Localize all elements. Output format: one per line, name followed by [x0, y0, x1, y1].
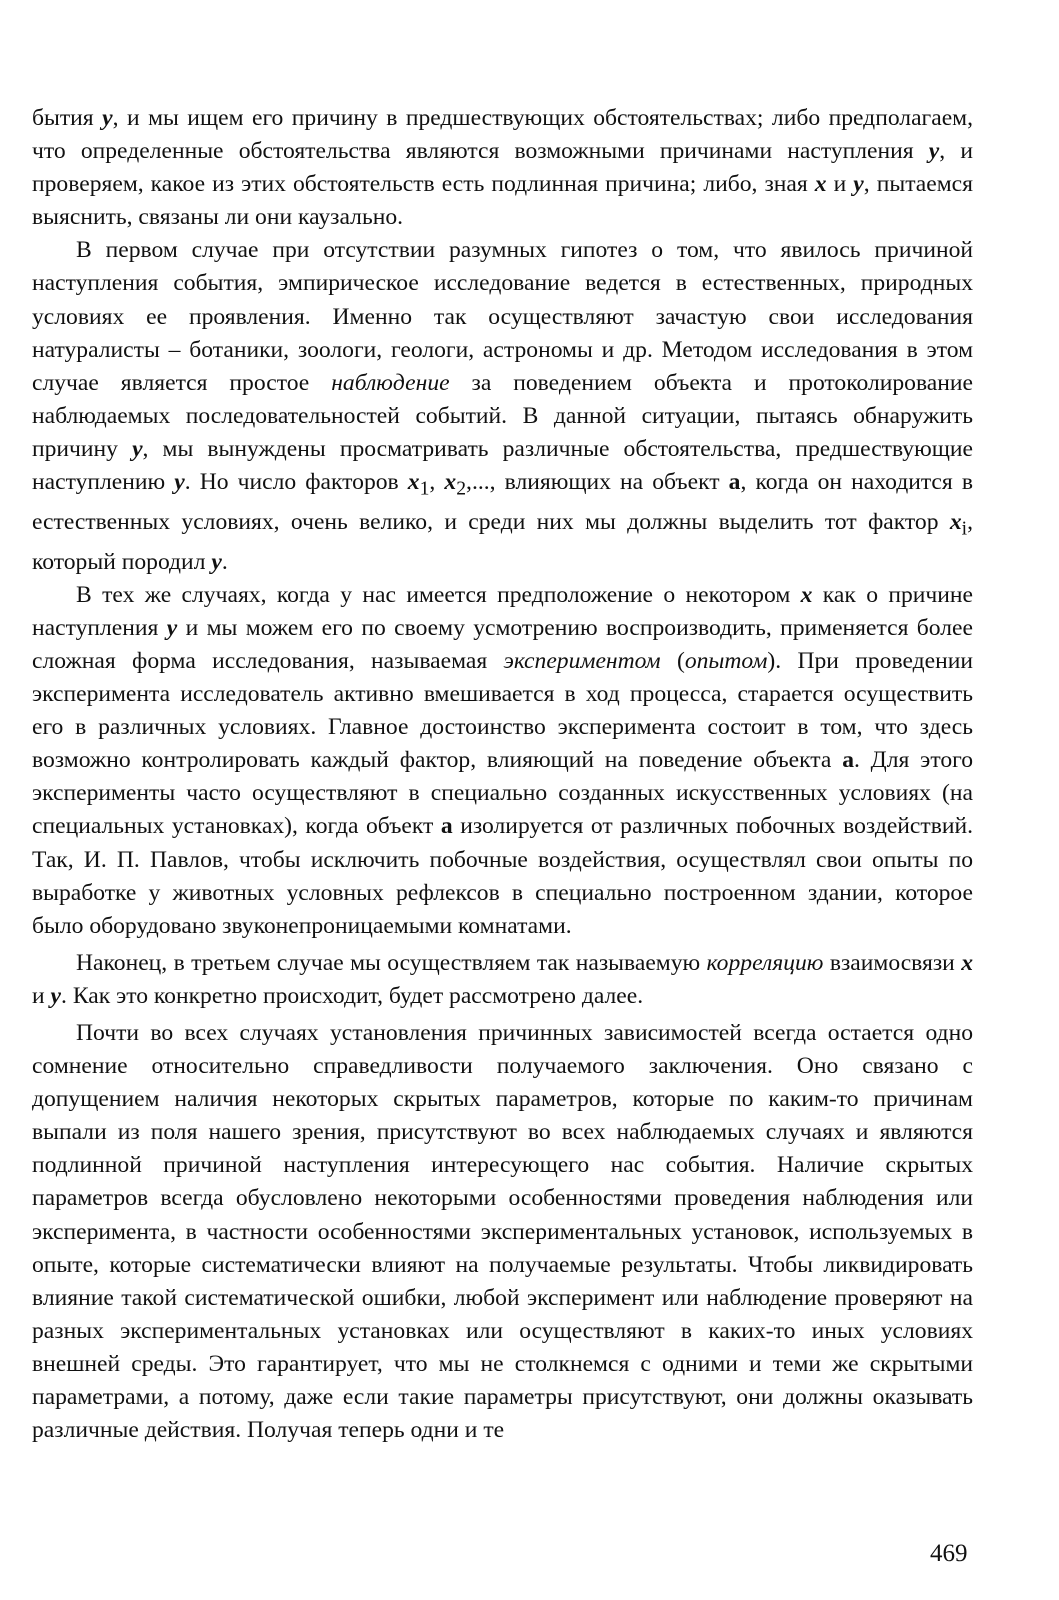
paragraph-3: В тех же случаях, когда у нас имеется предположение о некотором x как о причине наступления y и мы можем его по своему усмотрению воспроизводить, применяется более сложная форма исследования, называемая экспериментом (опытом). При проведении эксперимента исследователь активно вмешивается в ход процесса, старается осуществить его в различных условиях. Главное достоинство эксперимента состоит в том, что здесь возможно контролировать каждый фактор, влияющий на поведение объекта а. Для этого эксперименты часто осуществляют в специально созданных искусственных условиях (на специальных установках), когда объект а изолируется от различных побочных воздействий. Так, И. П. Павлов, чтобы исключить побочные воздействия, осуществлял свои опыты по выработке у животных условных рефлексов в специально построенном здании, которое было оборудовано звуконепроницаемыми комнатами.: [32, 581, 973, 939]
paragraph-2: В первом случае при отсутствии разумных гипотез о том, что явилось причиной наступления события, эмпирическое исследование ведется в естественных, природных условиях ее проявления. Именно так осуществляют зачастую свои исследования натуралисты – ботаники, зоологи, геологи, астрономы и др. Методом исследования в этом случае является простое наблюдение за поведением объекта и протоколирование наблюдаемых последовательностей событий. В данной ситуации, пытаясь обнаружить причину y, мы вынуждены просматривать различные обстоятельства, предшествующие наступлению y. Но число факторов $x_1$, $x_2$,..., влияющих на объект а, когда он находится в естественных условиях, очень велико, и среди них мы должны выделить тот фактор $x_i$, который породил y.: [32, 237, 974, 575]
page-number: 469: [930, 1540, 968, 1567]
paragraph-5: Почти во всех случаях установления причинных зависимостей всегда остается одно сомнение относительно справедливости получаемого заключения. Оно связано с допущением наличия некоторых скрытых параметров, которые по каким-то причинам выпали из поля нашего зрения, присутствуют во всех наблюдаемых случаях и являются подлинной причиной наступления интересующего нас события. Наличие скрытых параметров всегда обусловлено некоторыми особенностями проведения наблюдения или эксперимента, в частности особенностями экспериментальных установок, используемых в опыте, которые систематически влияют на получаемые результаты. Чтобы ликвидировать влияние такой систематической ошибки, любой эксперимент или наблюдение проверяют на разных экспериментальных установках или осуществляют в каких-то иных условиях внешней среды. Это гарантирует, что мы не столкнемся с одними и теми же скрытыми параметрами, а потому, даже если такие параметры присутствуют, они должны оказывать различные действия. Получая теперь одни и те: [32, 1019, 973, 1444]
page-body-text: [32, 102, 973, 1447]
paragraph-4: Наконец, в третьем случае мы осуществляем так называемую корреляцию взаимосвязи x и y. Как это конкретно происходит, будет рассмотрено далее.: [32, 949, 973, 1009]
paragraph-1: бытия y, и мы ищем его причину в предшествующих обстоятельствах; либо предполагаем, что определенные обстоятельства являются возможными причинами наступления y, и проверяем, какое из этих обстоятельств есть подлинная причина; либо, зная x и y, пытаемся выяснить, связаны ли они каузально.: [32, 105, 973, 231]
